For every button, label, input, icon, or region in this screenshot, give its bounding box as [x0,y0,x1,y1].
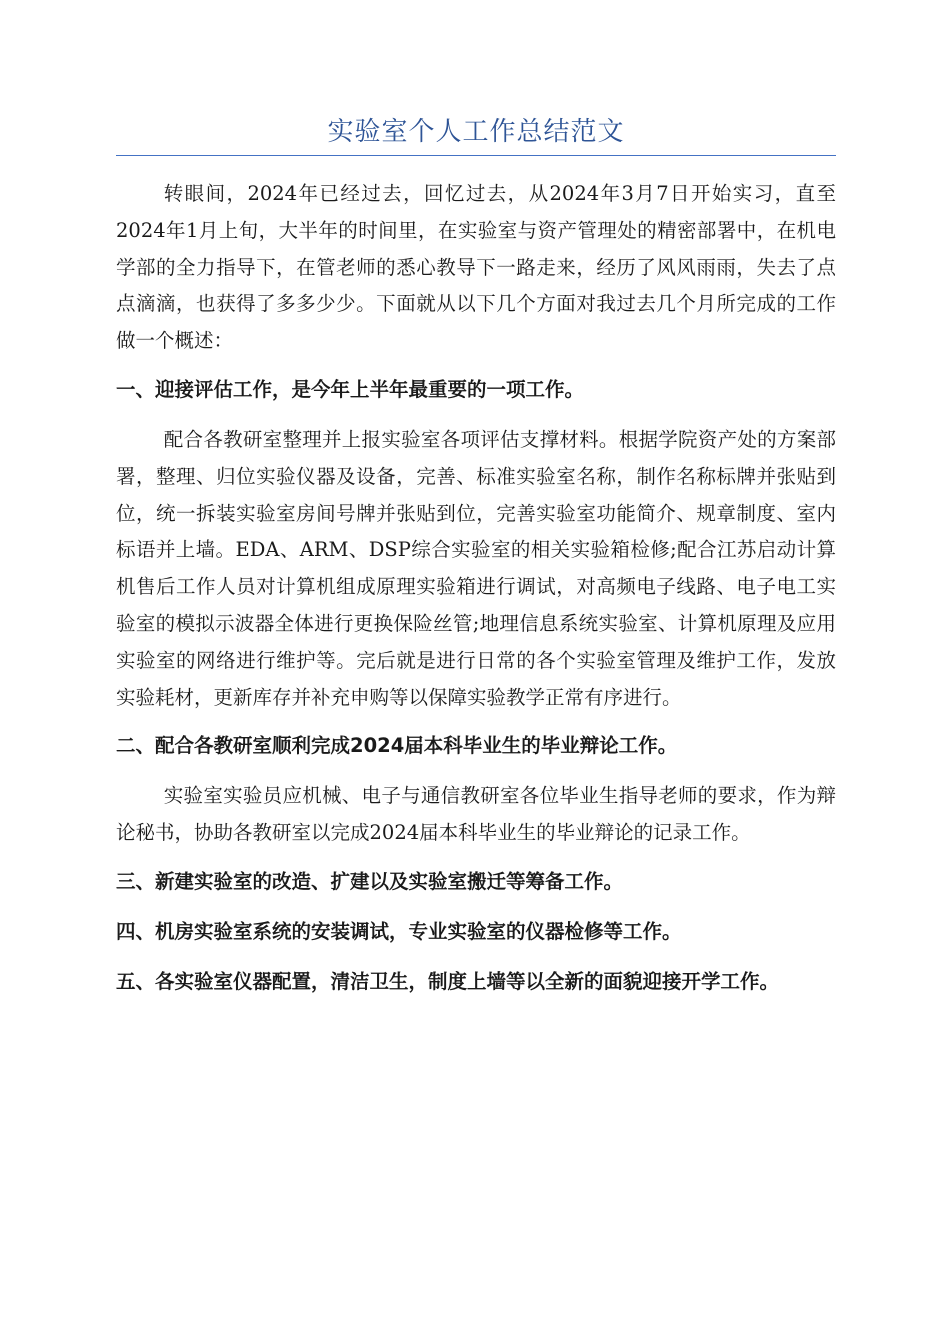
section-3-heading: 三、新建实验室的改造、扩建以及实验室搬迁等筹备工作。 [116,869,624,893]
section-2-body: 实验室实验员应机械、电子与通信教研室各位毕业生指导老师的要求，作为辩论秘书，协助各教研室以完成2024届本科毕业生的毕业辩论的记录工作。 [116,784,836,845]
section-1-heading: 一、迎接评估工作，是今年上半年最重要的一项工作。 [116,377,585,401]
document-title: 实验室个人工作总结范文 [116,110,836,156]
section-4-heading: 四、机房实验室系统的安装调试，专业实验室的仪器检修等工作。 [116,919,682,943]
section-1-body: 配合各教研室整理并上报实验室各项评估支撑材料。根据学院资产处的方案部署，整理、归位实验仪器及设备，完善、标准实验室名称，制作名称标牌并张贴到位，统一拆装实验室房间号牌并张贴到位，完善实验室功能简介、规章制度、室内标语并上墙。EDA、ARM、DSP综合实验室的相关实验箱检修;配合江苏启动计算机售后工作人员对计算机组成原理实验箱进行调试，对高频电子线路、电子电工实验室的模拟示波器全体进行更换保险丝管;地理信息系统实验室、计算机原理及应用实验室的网络进行维护等。完后就是进行日常的各个实验室管理及维护工作，发放实验耗材，更新库存并补充申购等以保障实验教学正常有序进行。 [116,427,836,709]
document-page [116,110,836,1014]
intro-paragraph: 转眼间，2024年已经过去，回忆过去，从2024年3月7日开始实习，直至2024年1月上旬，大半年的时间里，在实验室与资产管理处的精密部署中，在机电学部的全力指导下，在管老师的悉心教导下一路走来，经历了风风雨雨，失去了点点滴滴，也获得了多多少少。下面就从以下几个方面对我过去几个月所完成的工作做一个概述： [116,182,836,353]
section-2-heading: 二、配合各教研室顺利完成2024届本科毕业生的毕业辩论工作。 [116,734,678,758]
section-5-heading: 五、各实验室仪器配置，清洁卫生，制度上墙等以全新的面貌迎接开学工作。 [116,969,780,993]
